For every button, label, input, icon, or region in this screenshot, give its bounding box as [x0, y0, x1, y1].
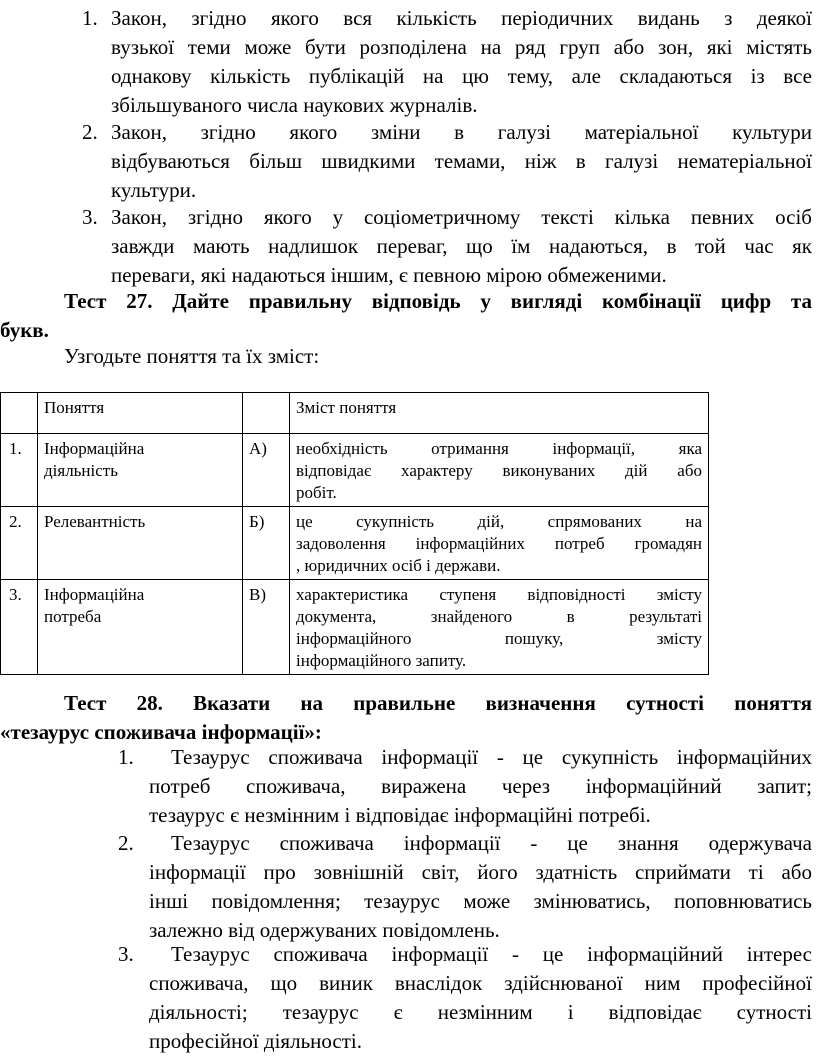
list1-item-1-line: Закон, згідно якого вся кількість періодичних видань з деякої — [111, 6, 812, 30]
test28-item-2-line: інші повідомлення; тезаурус може змінюватись, поповнюватись — [149, 889, 812, 913]
table-cell — [1, 393, 38, 434]
row-concept — [38, 507, 243, 580]
row-content-line: інформаційного запиту. — [296, 651, 467, 670]
list1-item-1-line: однакову кількість публікацій на цю тему, але складаються із все — [111, 64, 812, 88]
test28-item-1 — [149, 743, 812, 830]
test27-instruction: Узгодьте поняття та їх зміст: — [64, 344, 320, 368]
list1-item-3-line: переваги, які надаються іншим, є певною мірою обмеженими. — [111, 263, 667, 287]
table-cell — [243, 393, 290, 434]
row-concept-line: потреба — [44, 607, 102, 626]
test28-item-1-line: потреб споживача, виражена через інформаційний запит; — [149, 774, 812, 798]
row-content-line: документа, знайденого в результаті — [296, 607, 702, 626]
test28-item-1-line: тезаурус є незмінним і відповідає інформаційні потребі. — [149, 803, 651, 827]
row-letter: А) — [243, 434, 290, 507]
test28-heading-line: Тест 28. Вказати на правильне визначення сутності поняття — [64, 691, 812, 715]
row-concept-line: діяльність — [44, 461, 118, 480]
test28-item-1-number: 1. — [118, 745, 134, 769]
list1-item-1-line: збільшуваного числа наукових журналів. — [111, 93, 478, 117]
test27-heading-line: букв. — [0, 318, 49, 342]
test27-heading — [0, 287, 812, 345]
test27-heading-line: Тест 27. Дайте правильну відповідь у вигляді комбінації цифр та — [64, 289, 812, 313]
test28-item-2-line: Тезаурус споживача інформації - це знання одержувача — [171, 831, 812, 855]
row-content-line: відповідає характеру виконуваних дій або — [296, 461, 702, 480]
row-content — [290, 434, 709, 507]
row-content-line: інформаційного пошуку, змісту — [296, 629, 702, 648]
list1-item-3-number: 3. — [82, 205, 98, 229]
test28-item-2 — [149, 829, 812, 945]
row-content-line: це сукупність дій, спрямованих на — [296, 512, 702, 531]
row-content-line: характеристика ступеня відповідності змісту — [296, 585, 702, 604]
concepts-table — [0, 392, 709, 675]
row-concept-line: Інформаційна — [44, 439, 145, 458]
row-content — [290, 580, 709, 675]
list1-item-2-line: відбуваються більш швидкими темами, ніж в галузі нематеріальної — [111, 149, 812, 173]
test28-heading-line: «тезаурус споживача інформації»: — [0, 720, 322, 744]
row-concept-line: Інформаційна — [44, 585, 145, 604]
list1-item-1 — [111, 4, 812, 120]
row-number: 1. — [1, 434, 38, 507]
row-content-line: робіт. — [296, 483, 337, 502]
table-header-content: Зміст поняття — [290, 393, 709, 434]
test28-item-2-line: залежно від одержуваних повідомлень. — [149, 918, 500, 942]
row-content-line: задоволення інформаційних потреб громадян — [296, 534, 702, 553]
row-number: 3. — [1, 580, 38, 675]
test28-item-3-number: 3. — [118, 942, 134, 966]
table-row — [1, 507, 709, 580]
row-content — [290, 507, 709, 580]
test28-item-3 — [149, 940, 812, 1056]
list1-item-1-line: вузької теми може бути розподілена на ряд груп або зон, які містять — [111, 35, 812, 59]
list1-item-2 — [111, 118, 812, 205]
row-content-line: необхідність отримання інформації, яка — [296, 439, 702, 458]
list1-item-3 — [111, 203, 812, 290]
row-content-line: , юридичних осіб і держави. — [296, 556, 501, 575]
row-concept — [38, 580, 243, 675]
table-row — [1, 434, 709, 507]
test28-item-3-line: професійної діяльності. — [149, 1029, 362, 1053]
table-row — [1, 580, 709, 675]
test28-item-2-number: 2. — [118, 831, 134, 855]
test28-item-3-line: споживача, що виник внаслідок здійснюваної ним професійної — [149, 971, 812, 995]
row-letter: В) — [243, 580, 290, 675]
row-number: 2. — [1, 507, 38, 580]
table-header-concept: Поняття — [38, 393, 243, 434]
row-letter: Б) — [243, 507, 290, 580]
list1-item-2-line: Закон, згідно якого зміни в галузі матеріальної культури — [111, 120, 812, 144]
list1-item-1-number: 1. — [82, 6, 98, 30]
test28-heading — [0, 689, 812, 747]
table-header-row — [1, 393, 709, 434]
row-concept-line: Релевантність — [44, 512, 146, 531]
list1-item-2-number: 2. — [82, 120, 98, 144]
list1-item-3-line: Закон, згідно якого у соціометричному тексті кілька певних осіб — [111, 205, 812, 229]
row-concept — [38, 434, 243, 507]
list1-item-3-line: завжди мають надлишок переваг, що їм надаються, в той час як — [111, 234, 812, 258]
test28-item-3-line: Тезаурус споживача інформації - це інформаційний інтерес — [171, 942, 812, 966]
test28-item-1-line: Тезаурус споживача інформації - це сукупність інформаційних — [171, 745, 812, 769]
test28-item-2-line: інформації про зовнішній світ, його здатність сприймати ті або — [149, 860, 812, 884]
test28-item-3-line: діяльності; тезаурус є незмінним і відповідає сутності — [149, 1000, 812, 1024]
list1-item-2-line: культури. — [111, 178, 197, 202]
